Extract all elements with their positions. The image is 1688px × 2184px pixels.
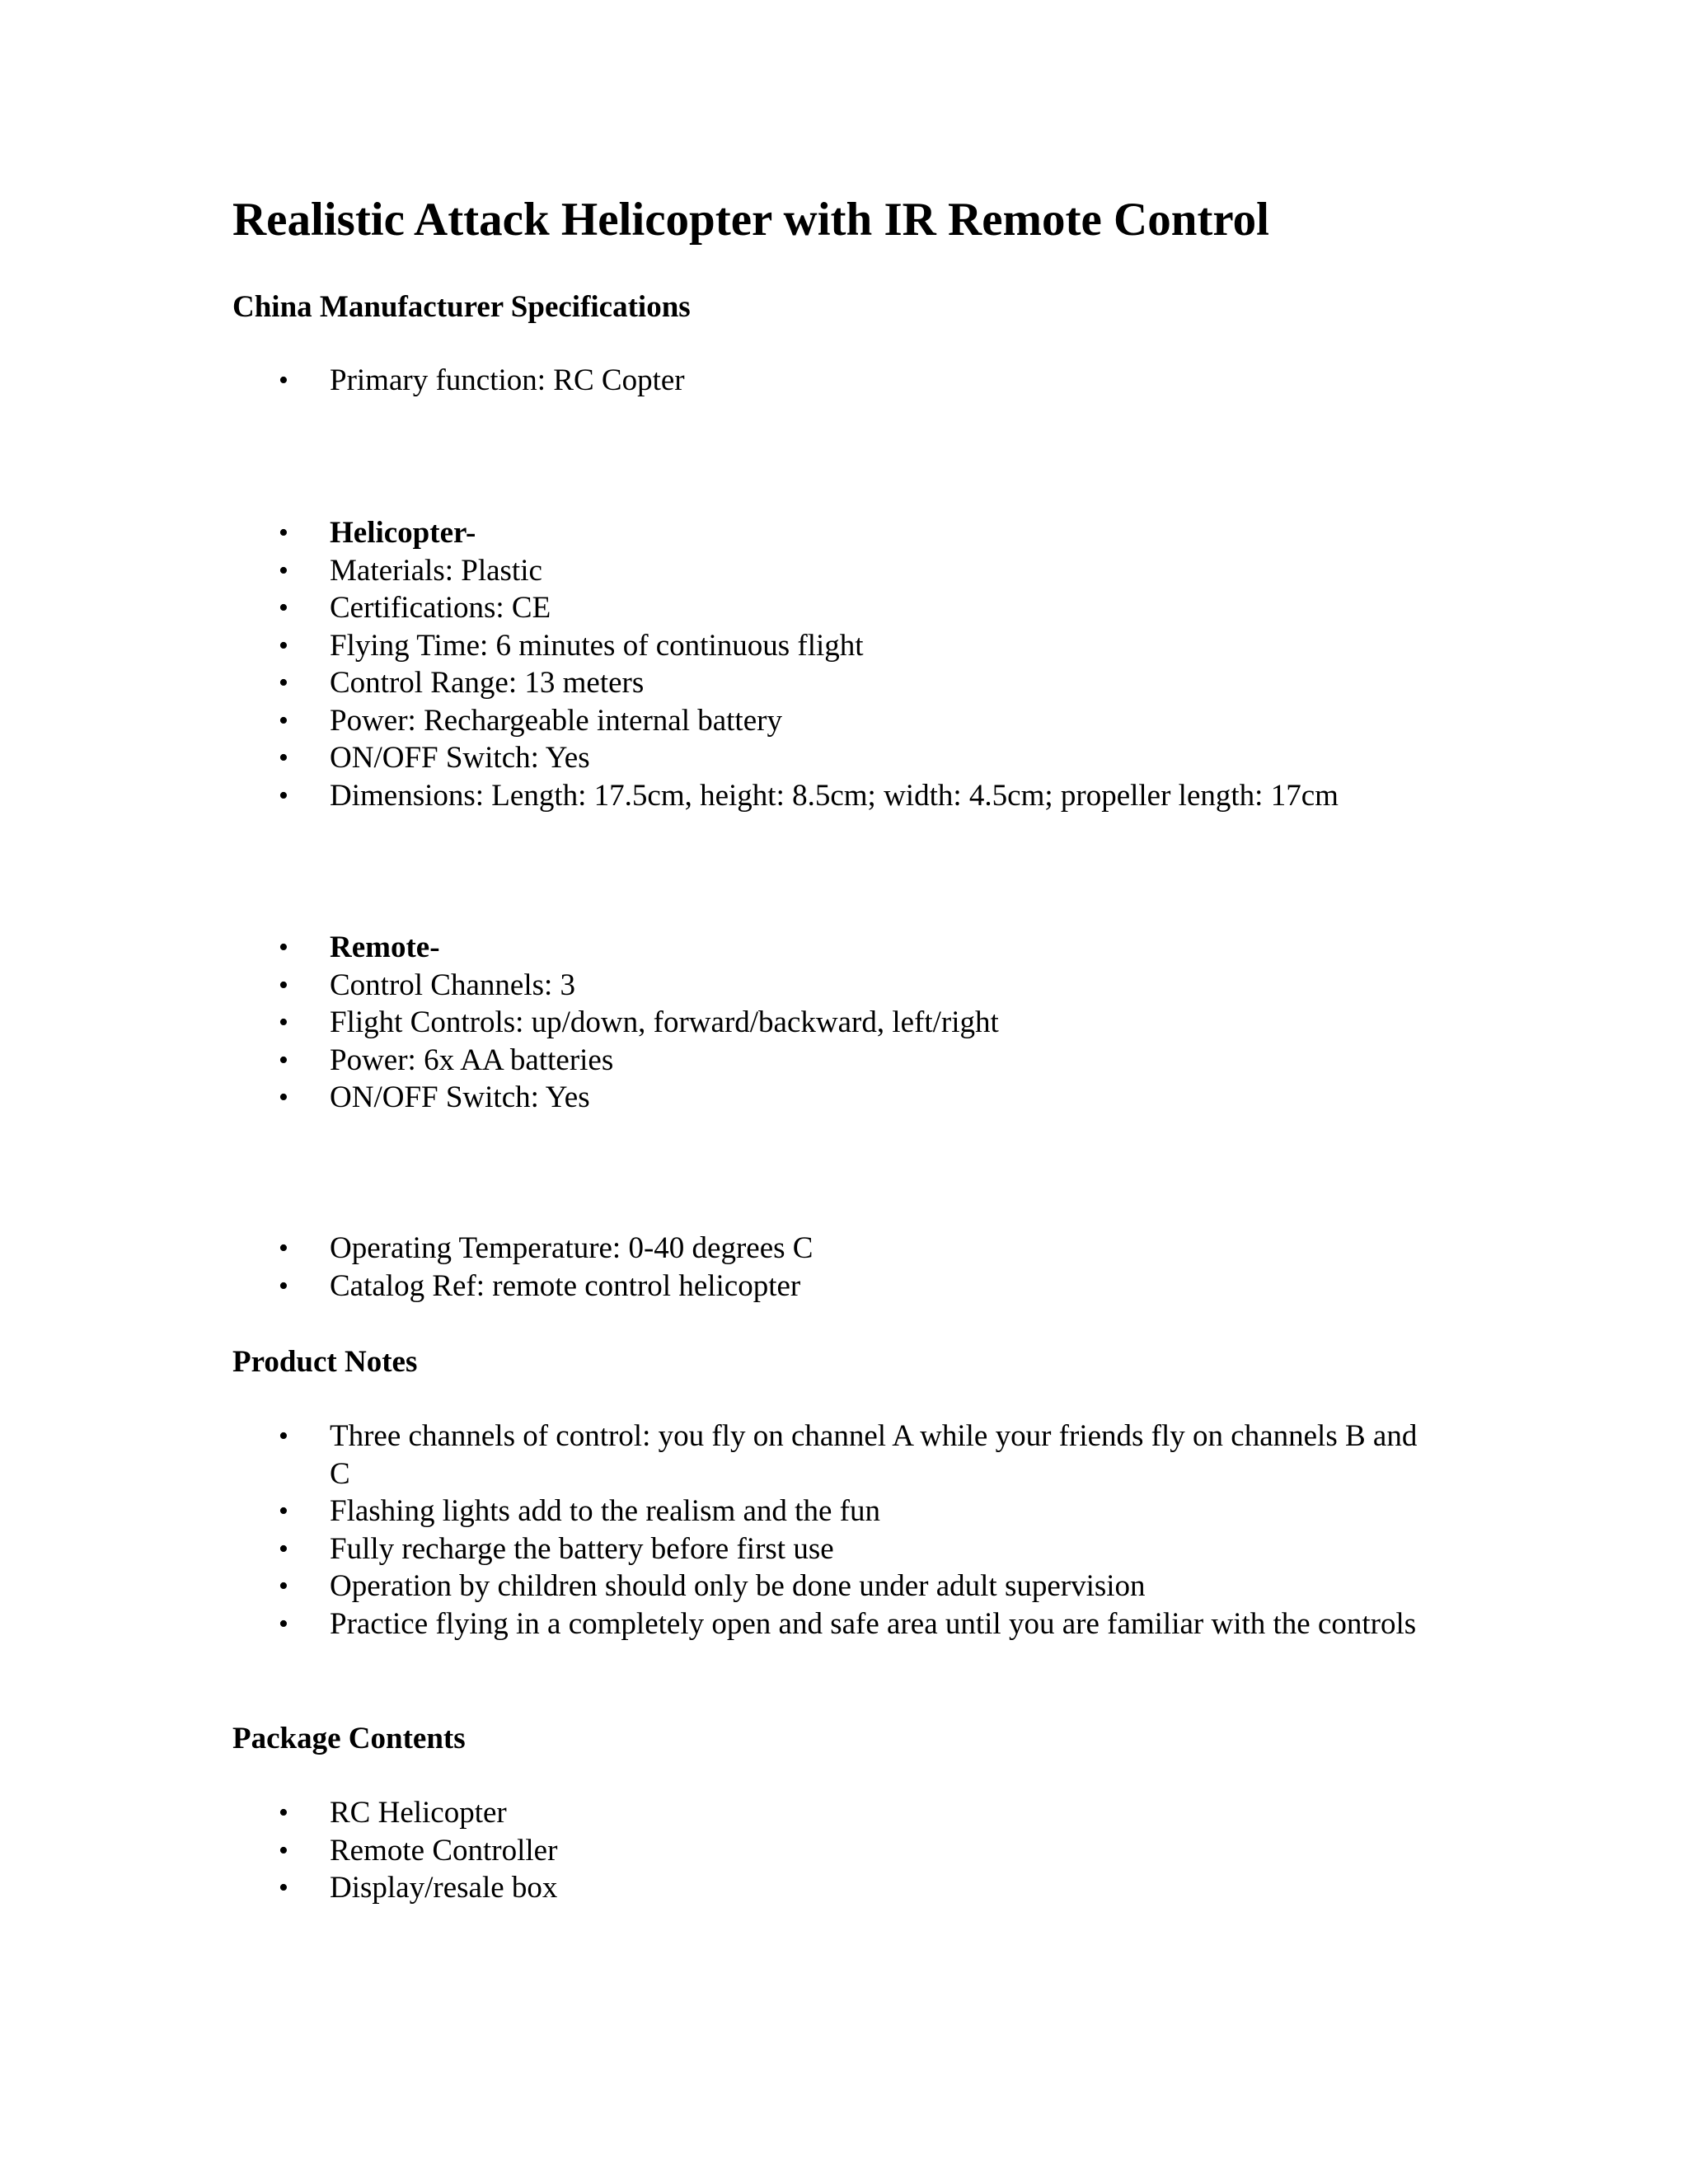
bullet-icon: •	[279, 932, 288, 963]
list-item: • RC Helicopter	[0, 1794, 1426, 1832]
bullet-icon: •	[279, 1533, 288, 1564]
list-item: • Fully recharge the battery before first use	[0, 1530, 1426, 1568]
list-item: • Practice flying in a completely open and safe area until you are familiar with the controls	[0, 1605, 1426, 1643]
bullet-icon: •	[279, 969, 288, 1001]
list-item: • Flying Time: 6 minutes of continuous flight	[0, 627, 1426, 665]
spec-list-helicopter	[0, 514, 1688, 814]
spec-list-remote	[0, 929, 1688, 1117]
bullet-icon: •	[279, 1044, 288, 1076]
list-item	[0, 929, 1426, 967]
document-title: Realistic Attack Helicopter with IR Remote Control	[232, 194, 1269, 246]
list-item	[0, 514, 1426, 552]
section-heading-product-notes: Product Notes	[232, 1345, 418, 1379]
section-heading-package-contents: Package Contents	[232, 1722, 466, 1755]
list-item: • Control Range: 13 meters	[0, 664, 1426, 702]
list-item: • Catalog Ref: remote control helicopter	[0, 1268, 1426, 1305]
list-item: • Display/resale box	[0, 1869, 1426, 1907]
list-item: • Operation by children should only be done under adult supervision	[0, 1568, 1426, 1605]
spec-list-other	[0, 1230, 1688, 1305]
list-item: • ON/OFF Switch: Yes	[0, 739, 1426, 777]
bullet-icon: •	[279, 780, 288, 811]
bullet-icon: •	[279, 705, 288, 736]
bullet-icon: •	[279, 1007, 288, 1038]
list-item: • Flashing lights add to the realism and the fun	[0, 1493, 1426, 1530]
list-item: • Dimensions: Length: 17.5cm, height: 8.5cm; width: 4.5cm; propeller length: 17cm	[0, 777, 1426, 815]
spec-list-primary	[0, 362, 1688, 400]
section-heading-specifications: China Manufacturer Specifications	[232, 290, 691, 324]
product-notes-list	[0, 1418, 1688, 1643]
list-item: • Three channels of control: you fly on channel A while your friends fly on channels B and C	[279, 1419, 1418, 1491]
list-item: • Primary function: RC Copter	[0, 362, 1426, 400]
bullet-icon: •	[279, 365, 288, 396]
package-contents-list	[0, 1794, 1688, 1907]
bullet-icon: •	[279, 1233, 288, 1263]
group-label-remote: Remote-	[330, 930, 440, 964]
list-item: • ON/OFF Switch: Yes	[0, 1079, 1426, 1117]
bullet-icon: •	[279, 630, 288, 661]
list-item: • Remote Controller	[0, 1832, 1426, 1870]
list-item: • Flight Controls: up/down, forward/backward, left/right	[0, 1004, 1426, 1042]
bullet-icon: •	[279, 518, 288, 548]
bullet-icon: •	[279, 1835, 288, 1866]
list-item: • Power: Rechargeable internal battery	[0, 702, 1426, 740]
bullet-icon: •	[279, 1872, 288, 1903]
group-label-helicopter: Helicopter-	[330, 516, 476, 550]
list-item: • Operating Temperature: 0-40 degrees C	[0, 1230, 1426, 1268]
bullet-icon: •	[279, 555, 288, 586]
list-item: • Control Channels: 3	[0, 967, 1426, 1005]
bullet-icon: •	[279, 1270, 288, 1301]
list-item: • Certifications: CE	[0, 589, 1426, 627]
bullet-icon: •	[279, 1421, 288, 1451]
bullet-icon: •	[279, 668, 288, 698]
bullet-icon: •	[279, 1797, 288, 1828]
bullet-icon: •	[279, 743, 288, 773]
list-item: • Materials: Plastic	[0, 552, 1426, 590]
bullet-icon: •	[279, 1608, 288, 1639]
bullet-icon: •	[279, 1571, 288, 1601]
bullet-icon: •	[279, 1082, 288, 1113]
list-item: • Power: 6x AA batteries	[0, 1042, 1426, 1080]
bullet-icon: •	[279, 1496, 288, 1526]
bullet-icon: •	[279, 593, 288, 623]
